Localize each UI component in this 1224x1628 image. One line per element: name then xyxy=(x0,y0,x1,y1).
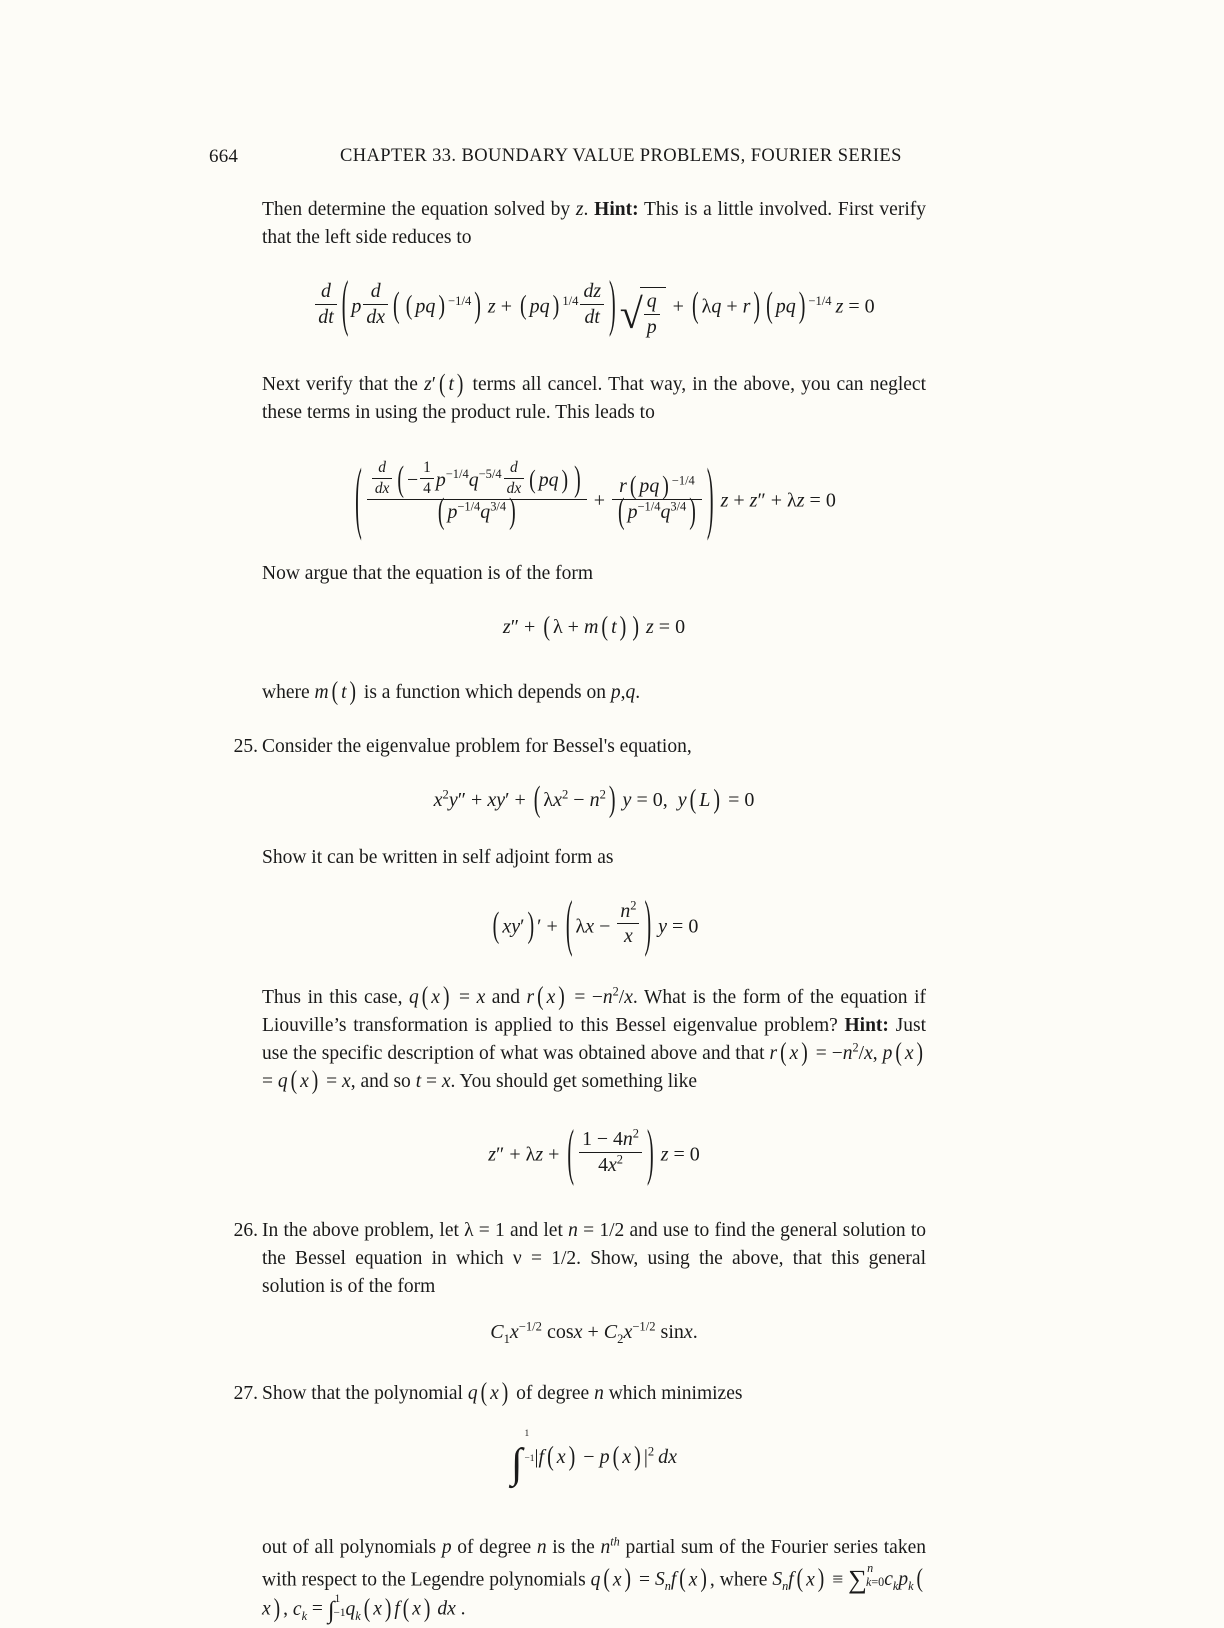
math-p-q: p xyxy=(610,681,621,703)
equation-2: ( $\frac{d}{dx}$ ( − $\frac{1}{4}$ $p^{-1/4}q^{-5/4}$ $\frac{d}{dx}$ ( pq ) ) ( $p^{-1/4}q^{3/4}$ ) + $\frac{r ( pq ) ^{-1/4}}{( p^{-1/4}q^{3/4} )}$ ) z + z″ + λz = 0 xyxy=(355,455,836,544)
exercise-26: 26. In the above problem, let λ = 1 and let n = 1/2 and use to find the general solution to the Bessel equation in which ν = 1/2. Show, using the above, that this general solution is of the form xyxy=(0,1217,1224,1301)
exercise-25 xyxy=(0,733,1224,761)
page-header xyxy=(0,146,1224,172)
text-run: This is a little involved. First verify that the left side reduces to xyxy=(262,199,926,248)
paragraph-next-verify: Next verify that the z′ ( t ) terms all cancel. That way, in the above, you can neglect these terms in using the product rule. This leads to xyxy=(262,370,927,424)
page-number: 664 xyxy=(209,146,239,167)
exercise-27: 27. Show that the polynomial q ( x ) of degree n which minimizes xyxy=(0,1380,1224,1408)
paragraph-self-adjoint: Show it can be written in self adjoint form as xyxy=(262,846,614,868)
hint-label: Hint: xyxy=(844,1015,889,1037)
math-z: z xyxy=(575,199,584,220)
paragraph-thus-in-this-case: Thus in this case, q ( x ) = x and r ( x ) = $-n^2/x$. What is the form of the equation if Liouville’s transformation is applied to this Bessel eigenvalue problem? Hint: Just use the specific description of what was obtained above and that r ( x ) = $-n^2/x$, p ( x ) = q ( x ) = x, and so t = x. You should get something like xyxy=(262,983,927,1096)
equation-27: ∫ 1 −1 |f ( x ) − p ( x ) $|^2$ dx xyxy=(510,1429,678,1487)
exercise-number: 27. xyxy=(233,1382,258,1404)
equation-1: $\frac{d}{dt}$ ( p $\frac{d}{dx}$ ( ( pq ) $^{-1/4}$ ) z + ( pq ) $^{1/4}$ $\frac{dz}{dt}$ )√ $\frac{q}{p}$ + ( λq + r ) ( pq ) $^{-1/4}$ z = 0 xyxy=(0,280,1224,339)
paragraph-then-determine xyxy=(0,196,1224,252)
equation-25b: ( xy′ ) ′ + ( λx − $\frac{n^2}{x}$ ) y = 0 xyxy=(492,890,699,960)
equation-26: $C_1x^{-1/2}$ $\cos x + C_2x^{-1/2}$ sinx. xyxy=(490,1319,698,1346)
math-m-of-t: m ( t ) xyxy=(314,677,357,707)
text-run: is a function which depends on xyxy=(359,681,611,703)
exercise-number: 25. xyxy=(233,735,258,757)
text-run: where xyxy=(262,681,315,703)
exercise-intro: Consider the eigenvalue problem for Bessel's equation, xyxy=(262,735,692,757)
paragraph-where-m: where m ( t ) is a function which depends on p,q. xyxy=(262,677,641,707)
text-run: Thus in this case, xyxy=(262,987,410,1009)
paragraph-out-of-all-polynomials: out of all polynomials p of degree n is the $n^{th}$ partial sum of the Fourier series taken with respect to the Legendre polynomials q ( x ) = $S_nf$ ( x ) , where $S_nf$ ( x ) ≡ ∑ n k=0 $c_kp_k$ (x ) , $c_k$ = ∫ 1 −1 $q_k$ ( x ) f ( x ) dx . xyxy=(262,1534,926,1624)
equation-25c: z″ + λz + ( $\frac{1 - 4n^2}{4x^2}$ ) z = 0 xyxy=(488,1119,700,1188)
equation-3: z″ + ( λ + m ( t ) ) z = 0 xyxy=(502,611,686,642)
equation-25a: $x^2y'' + xy'$ + ( $\lambda x^2 - n^2$ ) y = 0, y ( L ) = 0 xyxy=(433,779,755,820)
math-q: q xyxy=(625,681,636,703)
text-run: Then determine the equation solved by xyxy=(262,199,576,220)
page-content xyxy=(0,196,1224,1625)
text-run: . xyxy=(583,199,595,220)
chapter-title: CHAPTER 33. BOUNDARY VALUE PROBLEMS, FOURIER SERIES xyxy=(340,146,902,166)
exercise-number: 26. xyxy=(233,1219,258,1241)
text-run: . xyxy=(635,681,641,703)
hint-label: Hint: xyxy=(594,199,639,220)
paragraph-now-argue: Now argue that the equation is of the form xyxy=(262,562,594,584)
